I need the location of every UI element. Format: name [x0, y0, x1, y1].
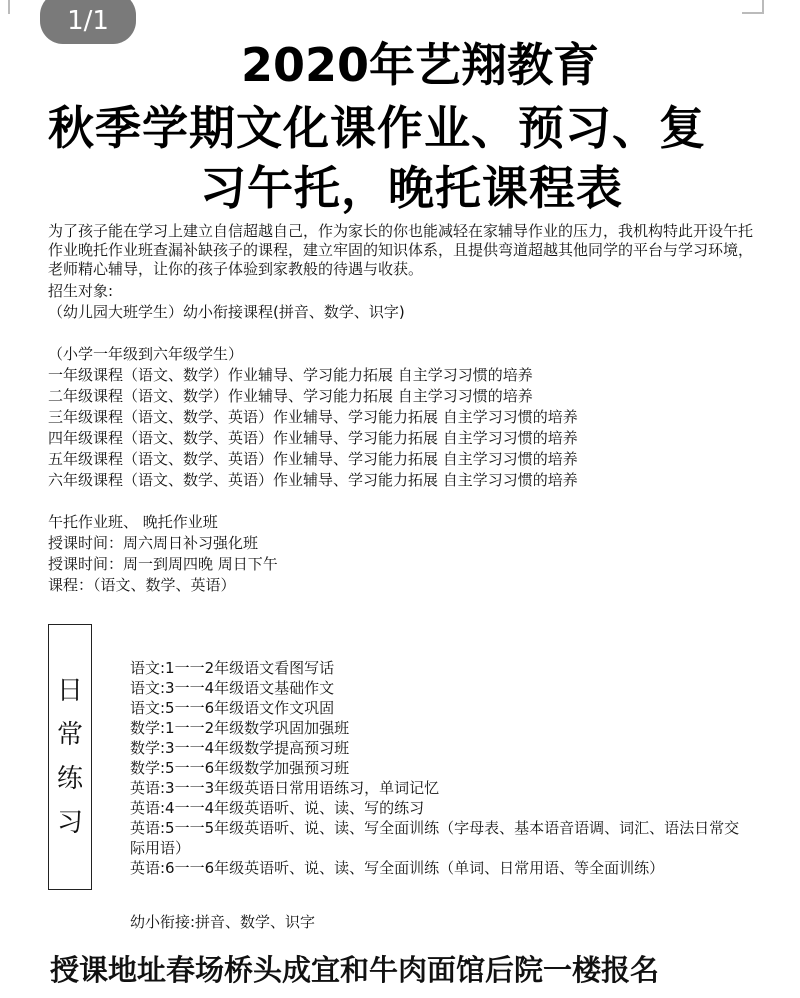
kindergarten-bridge-line: 幼小衔接:拼音、数学、识字 [130, 913, 316, 931]
scan-edge-right [742, 0, 764, 14]
daily-practice-item: 数学:5一一6年级数学加强预习班 [130, 759, 350, 777]
daily-practice-item: 数学:1一一2年级数学巩固加强班 [130, 719, 350, 737]
daily-practice-item: 英语:6一一6年级英语听、说、读、写全面训练（单词、日常用语、等全面训练） [130, 859, 665, 877]
document-title-line-1: 2020年艺翔教育 [240, 38, 600, 92]
daily-practice-item: 数学:3一一4年级数学提高预习班 [130, 739, 350, 757]
grade-course-line: 二年级课程（语文、数学）作业辅导、学习能力拓展 自主学习习惯的培养 [48, 387, 533, 405]
grade-course-line: 六年级课程（语文、数学、英语）作业辅导、学习能力拓展 自主学习习惯的培养 [48, 471, 578, 489]
primary-heading: （小学一年级到六年级学生） [48, 345, 244, 363]
scan-edge-left [8, 0, 10, 14]
grade-course-line: 五年级课程（语文、数学、英语）作业辅导、学习能力拓展 自主学习习惯的培养 [48, 450, 578, 468]
daily-practice-item: 英语:5一一5年级英语听、说、读、写全面训练（字母表、基本语音语调、词汇、语法日常交际用语） [130, 819, 740, 857]
daily-label-char: 习 [56, 808, 83, 838]
spacer [48, 324, 756, 345]
daily-label-char: 常 [56, 720, 83, 750]
daily-label-char: 练 [56, 764, 83, 794]
daily-practice-item: 语文:5一一6年级语文作文巩固 [130, 699, 335, 717]
grade-course-line: 四年级课程（语文、数学、英语）作业辅导、学习能力拓展 自主学习习惯的培养 [48, 429, 578, 447]
grade-course-line: 三年级课程（语文、数学、英语）作业辅导、学习能力拓展 自主学习习惯的培养 [48, 408, 578, 426]
page-indicator: 1/1 [40, 0, 136, 44]
grade-course-line: 一年级课程（语文、数学）作业辅导、学习能力拓展 自主学习习惯的培养 [48, 366, 533, 384]
daily-practice-item: 语文:1一一2年级语文看图写话 [130, 659, 335, 677]
enrollment-section [48, 282, 756, 597]
daily-practice-list [130, 658, 750, 878]
spacer [48, 492, 756, 513]
class-time-weekend: 授课时间：周六周日补习强化班 [48, 534, 259, 552]
daily-practice-item: 英语:4一一4年级英语听、说、读、写的练习 [130, 799, 425, 817]
kindergarten-line: （幼儿园大班学生）幼小衔接课程(拼音、数学、识字) [48, 303, 405, 321]
class-types: 午托作业班、 晚托作业班 [48, 513, 218, 531]
courses-line: 课程：（语文、数学、英语） [48, 576, 236, 594]
class-time-weekday: 授课时间：周一到周四晚 周日下午 [48, 555, 278, 573]
enrollment-heading: 招生对象: [48, 282, 114, 300]
daily-practice-item: 英语:3一一3年级英语日常用语练习，单词记忆 [130, 779, 440, 797]
document-title-line-3: 习午托，晚托课程表 [200, 161, 623, 215]
intro-paragraph: 为了孩子能在学习上建立自信超越自己，作为家长的你也能减轻在家辅导作业的压力，我机构特此开设午托作业晚托作业班查漏补缺孩子的课程，建立牢固的知识体系，且提供弯道超越其他同学的平台与学习环境，老师精心辅导，让你的孩子体验到家教般的待遇与收获。 [48, 222, 754, 278]
daily-practice-item: 语文:3一一4年级语文基础作文 [130, 679, 335, 697]
document-title-line-2: 秋季学期文化课作业、预习、复 [48, 101, 706, 155]
address-footer: 授课地址春场桥头成宜和牛肉面馆后院一楼报名 [50, 953, 660, 987]
daily-label-char: 日 [56, 676, 83, 706]
daily-practice-label-box [48, 624, 92, 890]
